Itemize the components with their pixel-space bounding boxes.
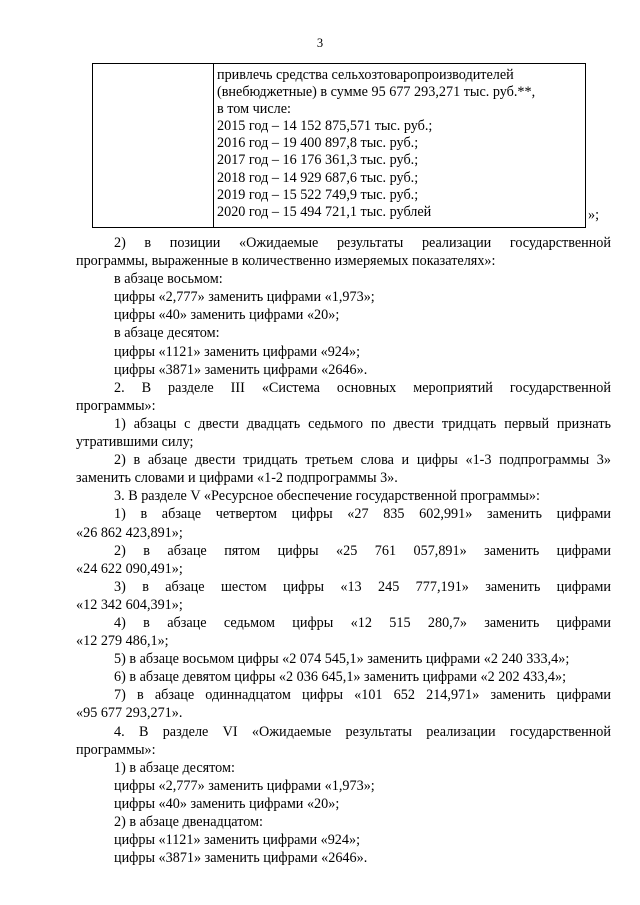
text-line: цифры «40» заменить цифрами «20»; <box>114 307 340 324</box>
text-line: цифры «1121» заменить цифрами «924»; <box>114 343 361 360</box>
table-cell-line: (внебюджетные) в сумме 95 677 293,271 тыс. руб.**, <box>217 84 536 101</box>
text-line: «12 279 486,1»; <box>76 633 169 650</box>
text-line: 3) в абзаце шестом цифры «13 245 777,191» заменить цифрами <box>114 578 611 595</box>
text-line: программы»: <box>76 397 156 414</box>
text-line: утратившими силу; <box>76 434 194 451</box>
text-line: 1) в абзаце четвертом цифры «27 835 602,991» заменить цифрами <box>114 506 611 523</box>
text-line: 2) в абзаце двенадцатом: <box>114 814 263 830</box>
text-line: «95 677 293,271». <box>76 705 183 722</box>
table-cell-line: 2019 год – 15 522 749,9 тыс. руб.; <box>217 186 419 203</box>
text-line: 5) в абзаце восьмом цифры «2 074 545,1» заменить цифрами «2 240 333,4»; <box>114 651 570 668</box>
text-line: программы, выраженные в количественно измеряемых показателях»: <box>76 253 496 270</box>
table-cell-line: привлечь средства сельхозтоваропроизводителей <box>217 67 514 83</box>
text-line: 4) в абзаце седьмом цифры «12 515 280,7» заменить цифрами <box>114 614 611 631</box>
text-line: цифры «2,777» заменить цифрами «1,973»; <box>114 289 375 306</box>
text-line: заменить словами и цифрами «1-2 подпрограммы 3». <box>76 470 398 487</box>
text-line: 6) в абзаце девятом цифры «2 036 645,1» заменить цифрами «2 202 433,4»; <box>114 669 567 686</box>
text-line: программы»: <box>76 741 156 758</box>
text-line: 1) абзацы с двести двадцать седьмого по двести тридцать первый признать <box>114 415 611 432</box>
funding-table <box>92 63 586 228</box>
table-cell-line: 2016 год – 19 400 897,8 тыс. руб.; <box>217 135 419 152</box>
text-line: «26 862 423,891»; <box>76 524 183 541</box>
text-line: 4. В разделе VI «Ожидаемые результаты реализации государственной <box>114 723 611 740</box>
funding-table-text-cell <box>217 67 581 221</box>
text-line: 1) в абзаце десятом: <box>114 759 235 776</box>
table-cell-line: 2020 год – 15 494 721,1 тыс. рублей <box>217 203 432 220</box>
text-line: «24 622 090,491»; <box>76 560 183 577</box>
text-line: 7) в абзаце одиннадцатом цифры «101 652 214,971» заменить цифрами <box>114 687 611 704</box>
text-line: 2) в абзаце пятом цифры «25 761 057,891» заменить цифрами <box>114 542 611 559</box>
text-line: цифры «3871» заменить цифрами «2646». <box>114 361 368 378</box>
text-line: цифры «2,777» заменить цифрами «1,973»; <box>114 777 375 794</box>
text-line: цифры «3871» заменить цифрами «2646». <box>114 850 368 867</box>
text-line: в абзаце десятом: <box>114 325 220 342</box>
text-line: в абзаце восьмом: <box>114 271 223 288</box>
text-line: «12 342 604,391»; <box>76 596 183 613</box>
table-cell-line: 2017 год – 16 176 361,3 тыс. руб.; <box>217 152 419 169</box>
text-line: 2) в абзаце двести тридцать третьем слова и цифры «1-3 подпрограммы 3» <box>114 452 611 469</box>
table-closing-mark: »; <box>588 207 600 223</box>
text-line: цифры «1121» заменить цифрами «924»; <box>114 832 361 849</box>
text-line: 2. В разделе III «Система основных мероприятий государственной <box>114 379 611 396</box>
table-cell-line: в том числе: <box>217 101 291 118</box>
table-cell-line: 2018 год – 14 929 687,6 тыс. руб.; <box>217 169 419 186</box>
table-cell-line: 2015 год – 14 152 875,571 тыс. руб.; <box>217 118 433 135</box>
text-line: 2) в позиции «Ожидаемые результаты реализации государственной <box>114 235 611 251</box>
text-line: цифры «40» заменить цифрами «20»; <box>114 795 340 812</box>
text-line: 3. В разделе V «Ресурсное обеспечение государственной программы»: <box>114 488 540 505</box>
amendments-text <box>76 234 611 867</box>
table-column-divider <box>213 64 214 227</box>
page-number: 3 <box>316 36 324 50</box>
